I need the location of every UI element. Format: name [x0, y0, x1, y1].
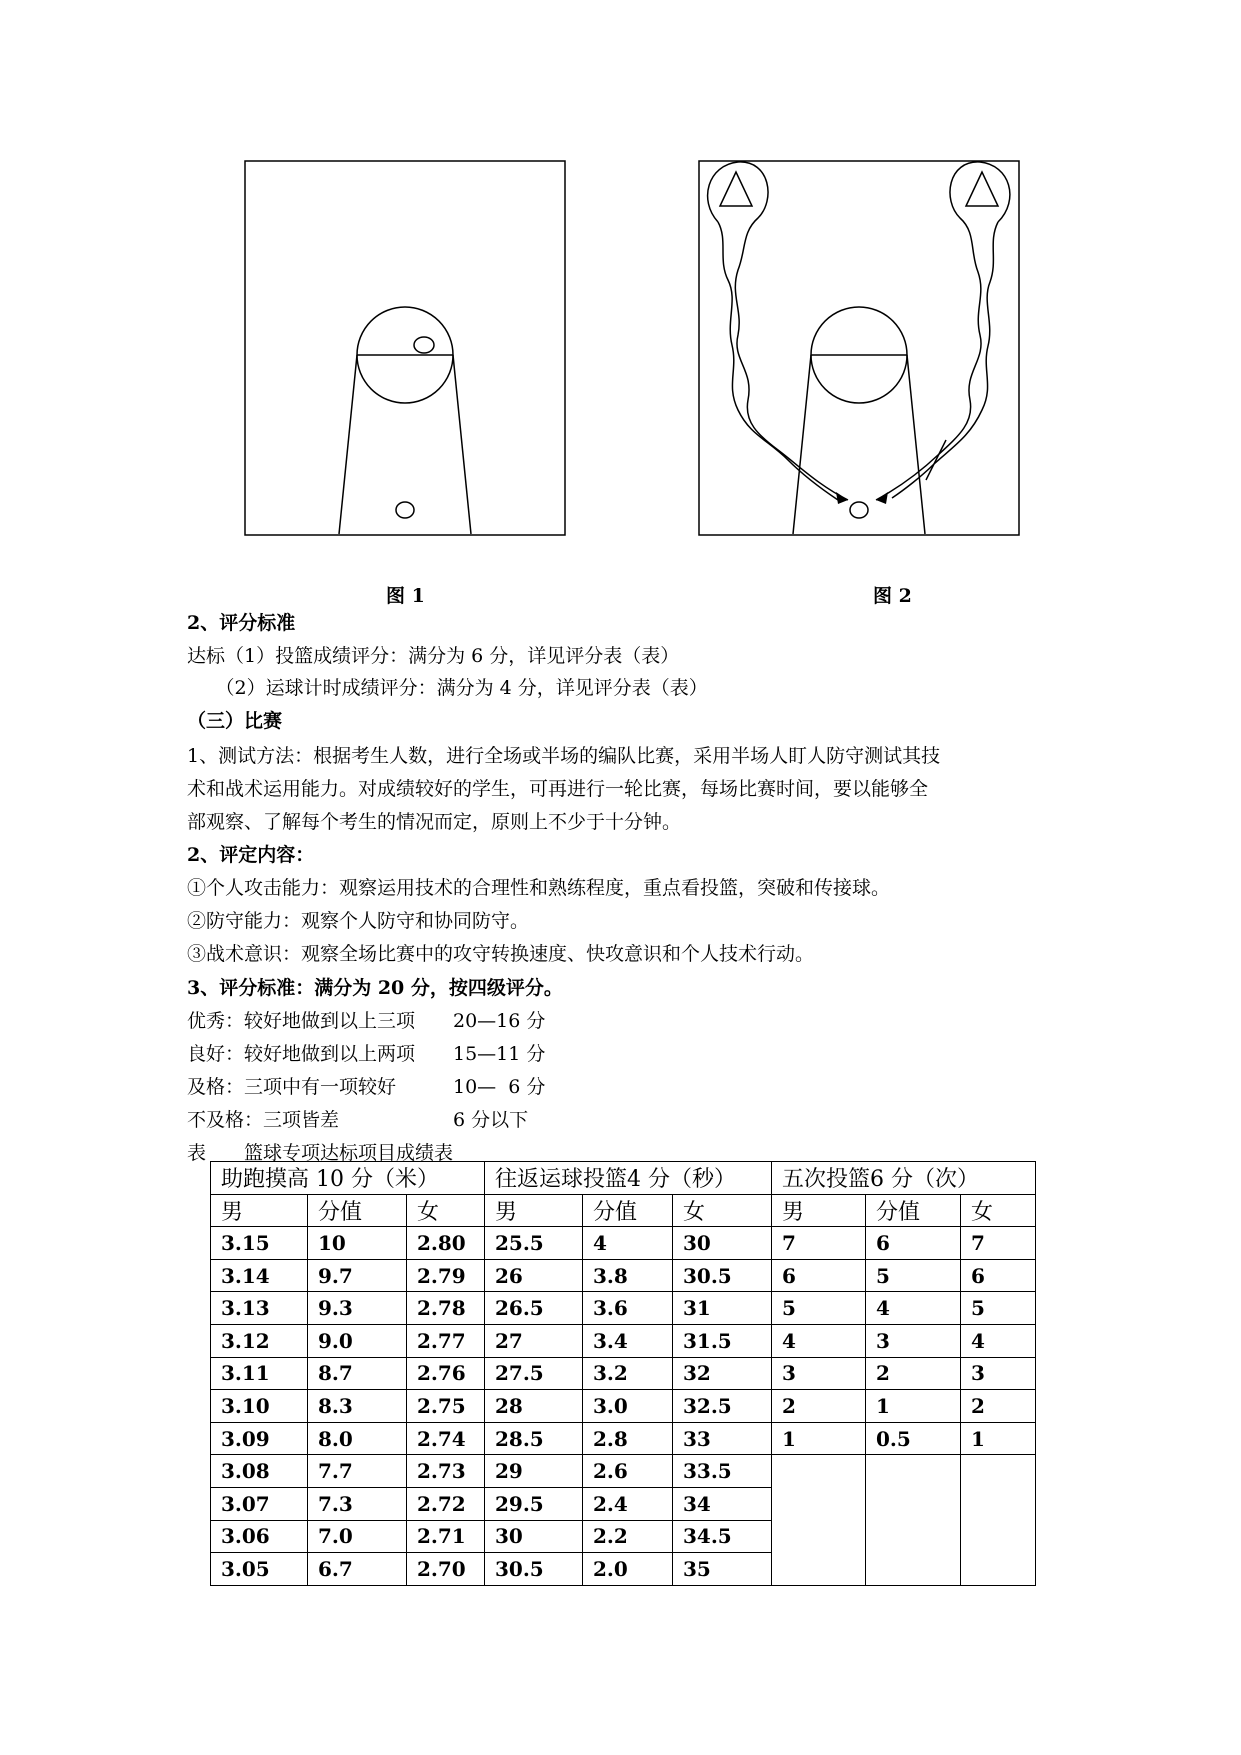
text-line: ②防守能力：观察个人防守和协同防守。	[187, 910, 530, 932]
table-cell: 6	[866, 1227, 961, 1260]
table-cell: 27.5	[485, 1357, 583, 1390]
table-row	[211, 1227, 1036, 1260]
table-cell: 9.7	[308, 1259, 407, 1292]
text-line: 优秀：较好地做到以上三项 20—16 分	[187, 1010, 546, 1032]
table-cell: 8.0	[308, 1422, 407, 1455]
table-cell: 2.74	[407, 1422, 485, 1455]
court-diagram-2	[698, 160, 1020, 536]
table-row	[211, 1390, 1036, 1423]
table-cell: 10	[308, 1227, 407, 1260]
table-cell: 5	[772, 1292, 866, 1325]
table-row	[211, 1422, 1036, 1455]
text-line: 1、测试方法：根据考生人数，进行全场或半场的编队比赛，采用半场人盯人防守测试其技	[187, 745, 941, 767]
text-line: 3、评分标准：满分为 20 分，按四级评分。	[187, 977, 563, 999]
table-group-header: 五次投篮6 分（次）	[772, 1162, 1036, 1195]
table-cell: 2.76	[407, 1357, 485, 1390]
table-empty-cell	[772, 1455, 866, 1585]
table-cell: 4	[583, 1227, 673, 1260]
table-cell: 1	[866, 1390, 961, 1423]
table-cell: 30.5	[485, 1553, 583, 1586]
score-table	[210, 1161, 1036, 1586]
table-cell: 3.15	[211, 1227, 308, 1260]
text-line: 不及格：三项皆差 6 分以下	[187, 1109, 529, 1131]
table-cell: 2.79	[407, 1259, 485, 1292]
table-cell: 5	[866, 1259, 961, 1292]
table-row	[211, 1292, 1036, 1325]
table-cell: 7	[772, 1227, 866, 1260]
table-cell: 2	[961, 1390, 1036, 1423]
table-cell: 7	[961, 1227, 1036, 1260]
table-cell: 0.5	[866, 1422, 961, 1455]
text-line: 2、评分标准	[187, 612, 296, 634]
table-cell: 27	[485, 1324, 583, 1357]
table-cell: 2	[772, 1390, 866, 1423]
table-cell: 30	[673, 1227, 772, 1260]
table-cell: 3.14	[211, 1259, 308, 1292]
table-cell: 2.0	[583, 1553, 673, 1586]
figure-1-caption: 图 1	[386, 585, 425, 607]
table-column-header: 女	[407, 1194, 485, 1227]
table-cell: 32	[673, 1357, 772, 1390]
table-cell: 3.8	[583, 1259, 673, 1292]
table-cell: 29	[485, 1455, 583, 1488]
table-cell: 2.6	[583, 1455, 673, 1488]
table-cell: 6.7	[308, 1553, 407, 1586]
table-cell: 9.0	[308, 1324, 407, 1357]
table-cell: 30	[485, 1520, 583, 1553]
table-cell: 32.5	[673, 1390, 772, 1423]
table-cell: 3.6	[583, 1292, 673, 1325]
table-empty-cell	[866, 1455, 961, 1585]
table-cell: 2.73	[407, 1455, 485, 1488]
table-cell: 7.0	[308, 1520, 407, 1553]
table-cell: 30.5	[673, 1259, 772, 1292]
table-column-header: 分值	[866, 1194, 961, 1227]
table-cell: 7.3	[308, 1487, 407, 1520]
table-cell: 31.5	[673, 1324, 772, 1357]
table-cell: 3.0	[583, 1390, 673, 1423]
court-diagram-1	[244, 160, 566, 536]
table-cell: 2.70	[407, 1553, 485, 1586]
table-cell: 2.72	[407, 1487, 485, 1520]
table-cell: 26	[485, 1259, 583, 1292]
table-cell: 31	[673, 1292, 772, 1325]
table-row	[211, 1357, 1036, 1390]
table-cell: 8.7	[308, 1357, 407, 1390]
table-cell: 35	[673, 1553, 772, 1586]
table-column-header: 女	[961, 1194, 1036, 1227]
table-empty-cell	[961, 1455, 1036, 1585]
table-cell: 2.4	[583, 1487, 673, 1520]
text-line: ①个人攻击能力：观察运用技术的合理性和熟练程度，重点看投篮，突破和传接球。	[187, 877, 891, 899]
table-cell: 9.3	[308, 1292, 407, 1325]
table-cell: 3.13	[211, 1292, 308, 1325]
table-cell: 33.5	[673, 1455, 772, 1488]
table-cell: 34	[673, 1487, 772, 1520]
text-line: 表 篮球专项达标项目成绩表	[187, 1142, 454, 1164]
table-column-header: 男	[485, 1194, 583, 1227]
table-cell: 8.3	[308, 1390, 407, 1423]
table-cell: 2.78	[407, 1292, 485, 1325]
table-cell: 3.09	[211, 1422, 308, 1455]
table-cell: 4	[772, 1324, 866, 1357]
table-cell: 6	[961, 1259, 1036, 1292]
table-cell: 2.80	[407, 1227, 485, 1260]
table-cell: 3.12	[211, 1324, 308, 1357]
table-cell: 6	[772, 1259, 866, 1292]
table-row	[211, 1324, 1036, 1357]
table-cell: 3.2	[583, 1357, 673, 1390]
table-cell: 4	[866, 1292, 961, 1325]
table-cell: 1	[961, 1422, 1036, 1455]
table-cell: 29.5	[485, 1487, 583, 1520]
table-cell: 3	[961, 1357, 1036, 1390]
table-column-header: 男	[211, 1194, 308, 1227]
table-cell: 3	[866, 1324, 961, 1357]
table-cell: 3.10	[211, 1390, 308, 1423]
text-line: （2）运球计时成绩评分：满分为 4 分，详见评分表（表）	[187, 677, 708, 699]
table-column-header: 女	[673, 1194, 772, 1227]
table-column-header: 分值	[308, 1194, 407, 1227]
figure-2-caption: 图 2	[873, 585, 912, 607]
table-cell: 2.75	[407, 1390, 485, 1423]
table-column-header: 男	[772, 1194, 866, 1227]
table-cell: 1	[772, 1422, 866, 1455]
table-cell: 33	[673, 1422, 772, 1455]
table-cell: 3.08	[211, 1455, 308, 1488]
table-row	[211, 1259, 1036, 1292]
table-cell: 7.7	[308, 1455, 407, 1488]
table-cell: 28	[485, 1390, 583, 1423]
table-column-header: 分值	[583, 1194, 673, 1227]
table-cell: 5	[961, 1292, 1036, 1325]
table-cell: 25.5	[485, 1227, 583, 1260]
table-cell: 3	[772, 1357, 866, 1390]
table-cell: 2.8	[583, 1422, 673, 1455]
text-line: （三）比赛	[187, 710, 283, 732]
text-line: 2、评定内容：	[187, 844, 315, 866]
table-cell: 3.4	[583, 1324, 673, 1357]
table-group-header: 助跑摸高 10 分（米）	[211, 1162, 485, 1195]
text-line: 良好：较好地做到以上两项 15—11 分	[187, 1043, 546, 1065]
table-cell: 3.05	[211, 1553, 308, 1586]
table-group-header: 往返运球投篮4 分（秒）	[485, 1162, 772, 1195]
table-cell: 3.11	[211, 1357, 308, 1390]
text-line: 术和战术运用能力。对成绩较好的学生，可再进行一轮比赛，每场比赛时间，要以能够全	[187, 778, 929, 800]
table-cell: 28.5	[485, 1422, 583, 1455]
table-cell: 3.07	[211, 1487, 308, 1520]
text-line: 达标（1）投篮成绩评分：满分为 6 分，详见评分表（表）	[187, 645, 680, 667]
table-cell: 3.06	[211, 1520, 308, 1553]
table-cell: 4	[961, 1324, 1036, 1357]
table-cell: 2.2	[583, 1520, 673, 1553]
text-line: ③战术意识：观察全场比赛中的攻守转换速度、快攻意识和个人技术行动。	[187, 943, 815, 965]
table-cell: 34.5	[673, 1520, 772, 1553]
table-row	[211, 1455, 1036, 1488]
table-cell: 26.5	[485, 1292, 583, 1325]
table-cell: 2.71	[407, 1520, 485, 1553]
text-line: 部观察、了解每个考生的情况而定，原则上不少于十分钟。	[187, 811, 682, 833]
text-line: 及格：三项中有一项较好 10— 6 分	[187, 1076, 546, 1098]
table-cell: 2	[866, 1357, 961, 1390]
table-cell: 2.77	[407, 1324, 485, 1357]
